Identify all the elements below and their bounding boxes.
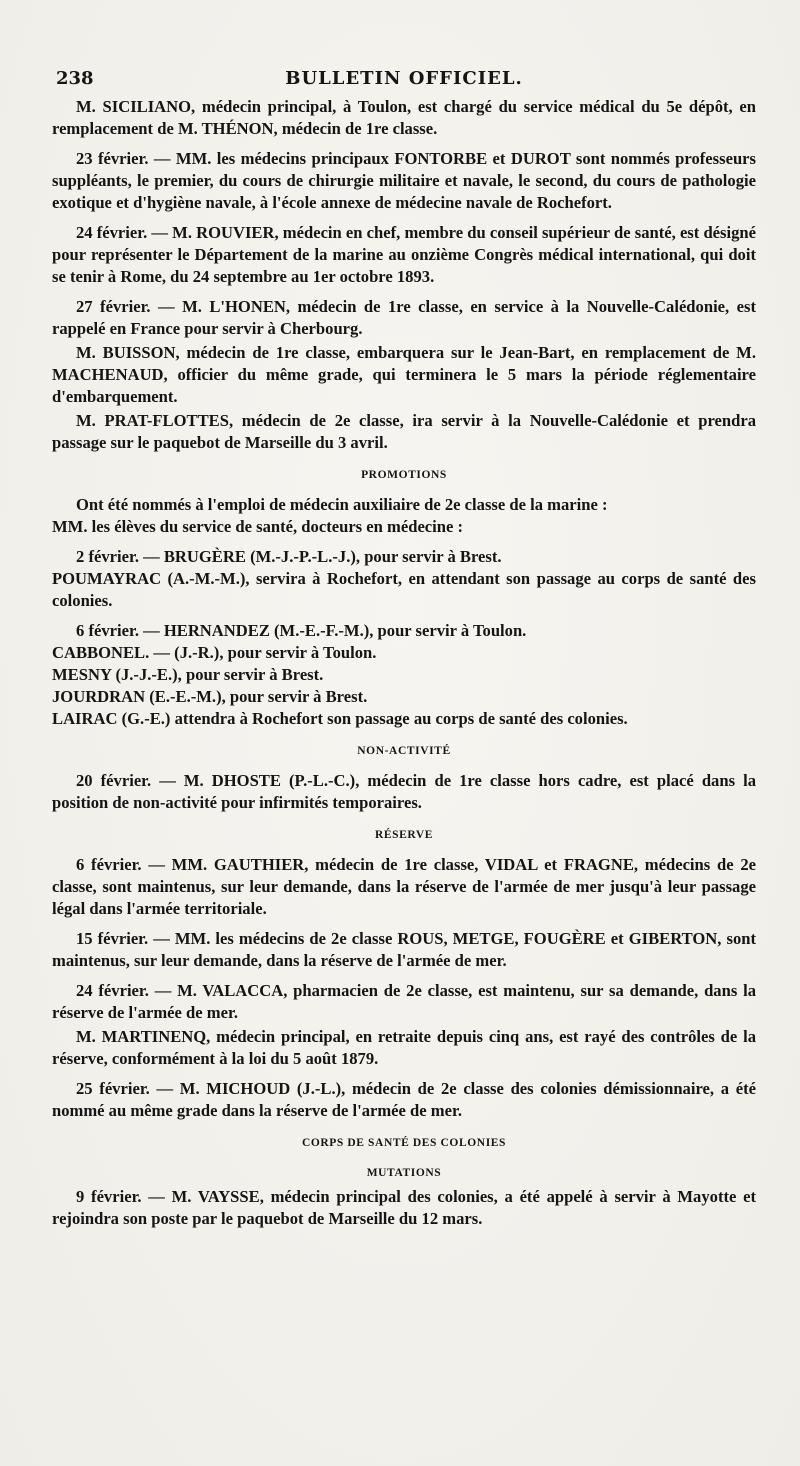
list-item: CABBONEL. — (J.-R.), pour servir à Toulon. (52, 643, 377, 662)
section-heading-corps-sante-colonies: CORPS DE SANTÉ DES COLONIES (301, 1137, 507, 1149)
list-item: 2 février. — BRUGÈRE (M.-J.-P.-L.-J.), pour servir à Brest. (76, 547, 502, 566)
list-item: LAIRAC (G.-E.) attendra à Rochefort son passage au corps de santé des colonies. (52, 709, 628, 728)
paragraph: 24 février. — M. VALACCA, pharmacien de 2e classe, est maintenu, sur sa demande, dans la réserve de l'armée de mer. (52, 981, 756, 1022)
paragraph: M. MARTINENQ, médecin principal, en retraite depuis cinq ans, est rayé des contrôles de la réserve, conformément à la loi du 5 août 1879. (52, 1027, 756, 1068)
running-title: BULLETIN OFFICIEL. (285, 68, 523, 89)
page-number: 238 (56, 68, 94, 89)
paragraph: 25 février. — M. MICHOUD (J.-L.), médecin de 2e classe des colonies démissionnaire, a été nommé au même grade dans la réserve de l'armée de mer. (52, 1079, 756, 1120)
paragraph: 20 février. — M. DHOSTE (P.-L.-C.), médecin de 1re classe hors cadre, est placé dans la position de non-activité pour infirmités temporaires. (52, 771, 756, 812)
section-heading-reserve: RÉSERVE (374, 829, 434, 841)
list-item: MESNY (J.-J.-E.), pour servir à Brest. (52, 665, 324, 684)
list-item: 6 février. — HERNANDEZ (M.-E.-F.-M.), pour servir à Toulon. (76, 621, 527, 640)
paragraph: 6 février. — MM. GAUTHIER, médecin de 1re classe, VIDAL et FRAGNE, médecins de 2e classe, sont maintenus, sur leur demande, dans la réserve de l'armée de mer jusqu'à leur passage légal dans l'armée territoriale. (52, 855, 756, 918)
list-item: JOURDRAN (E.-E.-M.), pour servir à Brest. (52, 687, 368, 706)
paragraph: 23 février. — MM. les médecins principaux FONTORBE et DUROT sont nommés professeurs suppléants, le premier, du cours de chirurgie militaire et navale, le second, du cours de pathologie exotique et d'hygiène navale, à l'école annexe de médecine navale de Rochefort. (52, 149, 756, 212)
paragraph: 24 février. — M. ROUVIER, médecin en chef, membre du conseil supérieur de santé, est désigné pour représenter le Département de la marine au onzième Congrès médical international, qui doit se tenir à Rome, du 24 septembre au 1er octobre 1893. (52, 223, 756, 286)
section-heading-promotions: PROMOTIONS (361, 469, 447, 481)
paragraph: 15 février. — MM. les médecins de 2e classe ROUS, METGE, FOUGÈRE et GIBERTON, sont maintenus, sur leur demande, dans la réserve de l'armée de mer. (52, 929, 756, 970)
paragraph: M. BUISSON, médecin de 1re classe, embarquera sur le Jean-Bart, en remplacement de M. MACHENAUD, officier du même grade, qui terminera le 5 mars la période réglementaire d'embarquement. (52, 343, 756, 406)
paragraph: 9 février. — M. VAYSSE, médecin principal des colonies, a été appelé à servir à Mayotte et rejoindra son poste par le paquebot de Marseille du 12 mars. (52, 1187, 756, 1228)
paragraph: M. PRAT-FLOTTES, médecin de 2e classe, ira servir à la Nouvelle-Calédonie et prendra passage sur le paquebot de Marseille du 3 avril. (52, 411, 756, 452)
list-item: POUMAYRAC (A.-M.-M.), servira à Rochefort, en attendant son passage au corps de santé des colonies. (52, 569, 756, 610)
section-subheading-mutations: MUTATIONS (366, 1167, 442, 1179)
section-heading-non-activite: NON-ACTIVITÉ (357, 745, 451, 757)
paragraph: Ont été nommés à l'emploi de médecin auxiliaire de 2e classe de la marine : (76, 495, 608, 514)
paragraph: MM. les élèves du service de santé, docteurs en médecine : (52, 517, 464, 536)
page-header (52, 62, 756, 96)
paragraph: M. SICILIANO, médecin principal, à Toulon, est chargé du service médical du 5e dépôt, en remplacement de M. THÉNON, médecin de 1re classe. (52, 97, 756, 138)
document-body (52, 96, 756, 1230)
paragraph: 27 février. — M. L'HONEN, médecin de 1re classe, en service à la Nouvelle-Calédonie, est rappelé en France pour servir à Cherbourg. (52, 297, 756, 338)
